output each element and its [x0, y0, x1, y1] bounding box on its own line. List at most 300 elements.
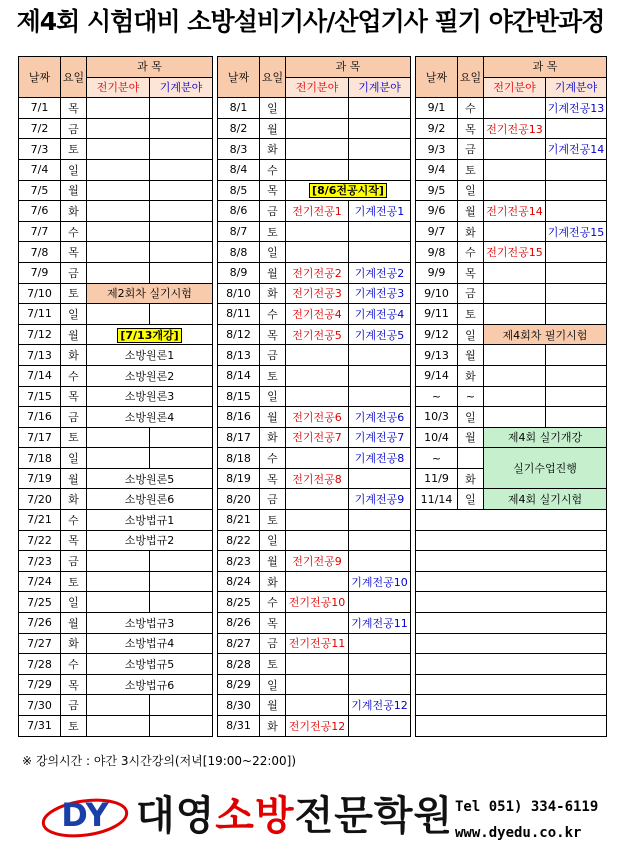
mech-subject-cell	[349, 633, 411, 654]
day-cell: 월	[61, 468, 87, 489]
date-cell: 7/25	[19, 592, 61, 613]
mech-subject-cell: 기계전공14	[546, 139, 607, 160]
subject-span-cell: 소방법규2	[87, 530, 213, 551]
table-row	[19, 489, 213, 510]
day-cell: 월	[260, 551, 286, 572]
elec-subject-cell: 전기전공3	[286, 283, 349, 304]
mech-subject-cell	[150, 262, 213, 283]
day-cell: 화	[458, 468, 484, 489]
table-row	[416, 221, 607, 242]
blank-row	[416, 674, 607, 695]
schedule-table-july	[18, 56, 213, 737]
table-row	[218, 427, 411, 448]
elec-subject-cell	[87, 262, 150, 283]
table-row	[218, 530, 411, 551]
elec-subject-cell	[87, 551, 150, 572]
date-cell: 9/1	[416, 98, 458, 119]
table-row	[416, 242, 607, 263]
table-row	[19, 324, 213, 345]
academy-name-part2: 소방	[215, 793, 295, 839]
elec-subject-cell: 전기전공13	[484, 118, 546, 139]
elec-subject-cell	[87, 695, 150, 716]
table-row	[19, 613, 213, 634]
day-cell: 수	[61, 221, 87, 242]
table-row	[218, 448, 411, 469]
date-cell: 9/7	[416, 221, 458, 242]
elec-subject-cell: 전기전공6	[286, 407, 349, 428]
blank-row	[416, 695, 607, 716]
day-cell: 목	[260, 180, 286, 201]
date-cell: 11/9	[416, 468, 458, 489]
blank-cell	[416, 654, 607, 675]
table-row	[416, 159, 607, 180]
elec-subject-cell	[87, 118, 150, 139]
mech-subject-cell: 기계전공3	[349, 283, 411, 304]
mech-subject-cell	[349, 365, 411, 386]
date-cell: 11/14	[416, 489, 458, 510]
day-cell: 목	[260, 324, 286, 345]
date-cell: 7/17	[19, 427, 61, 448]
elec-subject-cell	[87, 592, 150, 613]
table-row	[218, 304, 411, 325]
elec-subject-cell	[484, 365, 546, 386]
date-cell: 10/3	[416, 407, 458, 428]
academy-name-part3: 전문학원	[294, 793, 454, 839]
blank-cell	[416, 592, 607, 613]
elec-subject-cell: 전기전공8	[286, 468, 349, 489]
table-row	[19, 365, 213, 386]
day-cell: 목	[260, 468, 286, 489]
day-cell: 일	[458, 407, 484, 428]
elec-subject-cell	[87, 201, 150, 222]
day-cell: 화	[458, 221, 484, 242]
day-cell: 토	[458, 159, 484, 180]
day-cell: 금	[61, 551, 87, 572]
mech-subject-cell: 기계전공9	[349, 489, 411, 510]
elec-subject-cell: 전기전공2	[286, 262, 349, 283]
subject-span-cell: 실기수업진행	[484, 448, 607, 489]
day-cell: 토	[61, 427, 87, 448]
subject-span-cell	[286, 180, 411, 201]
blank-row	[416, 716, 607, 737]
table-row	[19, 221, 213, 242]
mech-subject-cell: 기계전공11	[349, 613, 411, 634]
table-row	[218, 468, 411, 489]
date-cell: 8/28	[218, 654, 260, 675]
day-cell: 화	[260, 716, 286, 737]
date-cell: 7/31	[19, 716, 61, 737]
date-cell: 9/8	[416, 242, 458, 263]
day-cell: 월	[260, 262, 286, 283]
date-cell: 8/9	[218, 262, 260, 283]
elec-subject-cell	[286, 530, 349, 551]
elec-subject-cell: 전기전공15	[484, 242, 546, 263]
day-cell: 월	[61, 324, 87, 345]
mech-subject-cell	[349, 221, 411, 242]
date-cell: 7/11	[19, 304, 61, 325]
mech-subject-cell: 기계전공2	[349, 262, 411, 283]
subject-span-cell: 제4회차 필기시험	[484, 324, 607, 345]
elec-subject-cell	[87, 159, 150, 180]
date-cell: 7/20	[19, 489, 61, 510]
highlight-label: [7/13개강]	[117, 328, 181, 343]
mech-subject-cell	[349, 242, 411, 263]
table-row	[218, 716, 411, 737]
date-cell: 8/7	[218, 221, 260, 242]
day-cell: 목	[61, 386, 87, 407]
table-row	[19, 510, 213, 531]
blank-row	[416, 633, 607, 654]
mech-subject-cell: 기계전공6	[349, 407, 411, 428]
date-cell: 8/18	[218, 448, 260, 469]
day-cell: 목	[61, 98, 87, 119]
elec-subject-cell	[484, 98, 546, 119]
table-row	[19, 118, 213, 139]
day-cell: 금	[260, 489, 286, 510]
day-cell: 수	[61, 654, 87, 675]
table-row	[218, 489, 411, 510]
day-cell: 수	[458, 242, 484, 263]
day-cell: 금	[458, 139, 484, 160]
elec-subject-cell: 전기전공9	[286, 551, 349, 572]
table-row	[416, 407, 607, 428]
elec-subject-cell	[87, 304, 150, 325]
date-cell: 8/10	[218, 283, 260, 304]
day-cell: 일	[260, 674, 286, 695]
header-subject: 과 목	[87, 57, 213, 78]
table-row	[19, 654, 213, 675]
date-cell: 7/4	[19, 159, 61, 180]
day-cell: 월	[458, 201, 484, 222]
subject-span-cell: 소방원론1	[87, 345, 213, 366]
date-cell: 9/6	[416, 201, 458, 222]
mech-subject-cell	[546, 242, 607, 263]
date-cell: 8/22	[218, 530, 260, 551]
table-row	[218, 695, 411, 716]
elec-subject-cell: 전기전공12	[286, 716, 349, 737]
subject-span-cell: 소방원론5	[87, 468, 213, 489]
day-cell	[458, 448, 484, 469]
contact-info	[455, 794, 598, 846]
table-row	[416, 180, 607, 201]
elec-subject-cell	[87, 716, 150, 737]
date-cell: 7/23	[19, 551, 61, 572]
table-row	[19, 180, 213, 201]
date-cell: 8/20	[218, 489, 260, 510]
table-row	[19, 530, 213, 551]
subject-span-cell: 소방원론2	[87, 365, 213, 386]
date-cell: 8/5	[218, 180, 260, 201]
elec-subject-cell	[484, 139, 546, 160]
table-row	[19, 262, 213, 283]
table-row	[416, 139, 607, 160]
mech-subject-cell	[349, 510, 411, 531]
table-row	[416, 201, 607, 222]
dy-logo	[40, 790, 130, 840]
table-row	[19, 98, 213, 119]
elec-subject-cell	[484, 221, 546, 242]
table-row	[19, 695, 213, 716]
day-cell: 화	[61, 633, 87, 654]
elec-subject-cell	[484, 345, 546, 366]
day-cell: 일	[260, 242, 286, 263]
elec-subject-cell	[286, 654, 349, 675]
elec-subject-cell	[286, 365, 349, 386]
date-cell: 7/27	[19, 633, 61, 654]
elec-subject-cell	[87, 180, 150, 201]
date-cell: 9/13	[416, 345, 458, 366]
subject-span-cell: 소방법규5	[87, 654, 213, 675]
date-cell: 8/19	[218, 468, 260, 489]
elec-subject-cell	[87, 139, 150, 160]
date-cell: 9/3	[416, 139, 458, 160]
mech-subject-cell	[150, 571, 213, 592]
header-mech: 기계분야	[546, 77, 607, 98]
elec-subject-cell	[286, 98, 349, 119]
date-cell: 8/2	[218, 118, 260, 139]
date-cell: 9/12	[416, 324, 458, 345]
table-row	[218, 386, 411, 407]
mech-subject-cell	[546, 407, 607, 428]
date-cell: 7/16	[19, 407, 61, 428]
table-row	[416, 262, 607, 283]
mech-subject-cell	[150, 118, 213, 139]
mech-subject-cell	[349, 551, 411, 572]
table-row	[218, 118, 411, 139]
day-cell: 화	[260, 427, 286, 448]
date-cell: 8/25	[218, 592, 260, 613]
date-cell: 7/15	[19, 386, 61, 407]
date-cell: 8/12	[218, 324, 260, 345]
mech-subject-cell	[150, 592, 213, 613]
day-cell: 수	[61, 510, 87, 531]
day-cell: 월	[61, 180, 87, 201]
date-cell: 7/29	[19, 674, 61, 695]
blank-cell	[416, 613, 607, 634]
day-cell: 수	[260, 592, 286, 613]
day-cell: 목	[458, 118, 484, 139]
elec-subject-cell	[286, 674, 349, 695]
date-cell: 8/23	[218, 551, 260, 572]
mech-subject-cell: 기계전공13	[546, 98, 607, 119]
day-cell: 일	[61, 304, 87, 325]
elec-subject-cell: 전기전공14	[484, 201, 546, 222]
header-subject: 과 목	[286, 57, 411, 78]
day-cell: 화	[458, 365, 484, 386]
day-cell: 목	[61, 242, 87, 263]
mech-subject-cell	[150, 551, 213, 572]
table-row	[218, 98, 411, 119]
mech-subject-cell: 기계전공8	[349, 448, 411, 469]
elec-subject-cell	[286, 448, 349, 469]
blank-row	[416, 613, 607, 634]
day-cell: 금	[458, 283, 484, 304]
mech-subject-cell	[546, 386, 607, 407]
day-cell: 수	[61, 365, 87, 386]
elec-subject-cell	[286, 386, 349, 407]
date-cell: 7/7	[19, 221, 61, 242]
table-row	[218, 139, 411, 160]
header-date: 날짜	[218, 57, 260, 98]
day-cell: 목	[260, 613, 286, 634]
header-elec: 전기분야	[87, 77, 150, 98]
elec-subject-cell	[286, 695, 349, 716]
day-cell: 토	[260, 365, 286, 386]
table-row	[218, 324, 411, 345]
page-title: 제4회 시험대비 소방설비기사/산업기사 필기 야간반과정	[16, 7, 605, 36]
day-cell: 토	[61, 571, 87, 592]
elec-subject-cell	[484, 386, 546, 407]
day-cell: 화	[260, 139, 286, 160]
mech-subject-cell	[349, 592, 411, 613]
day-cell: 토	[458, 304, 484, 325]
date-cell: 8/29	[218, 674, 260, 695]
date-cell: 7/8	[19, 242, 61, 263]
elec-subject-cell: 전기전공5	[286, 324, 349, 345]
day-cell: 일	[458, 489, 484, 510]
day-cell: 화	[61, 201, 87, 222]
date-cell: 7/12	[19, 324, 61, 345]
elec-subject-cell	[87, 98, 150, 119]
table-row	[218, 221, 411, 242]
schedule-body	[19, 98, 213, 736]
table-row	[19, 674, 213, 695]
day-cell: 월	[458, 345, 484, 366]
day-cell: 월	[260, 407, 286, 428]
day-cell: 일	[260, 98, 286, 119]
mech-subject-cell	[150, 448, 213, 469]
date-cell: 10/4	[416, 427, 458, 448]
date-cell: 9/14	[416, 365, 458, 386]
elec-subject-cell	[484, 304, 546, 325]
day-cell: 화	[61, 345, 87, 366]
date-cell: 7/28	[19, 654, 61, 675]
table-row	[19, 427, 213, 448]
mech-subject-cell: 기계전공4	[349, 304, 411, 325]
table-row	[19, 283, 213, 304]
blank-cell	[416, 530, 607, 551]
blank-row	[416, 571, 607, 592]
table-row	[218, 242, 411, 263]
table-row	[19, 345, 213, 366]
subject-span-cell: 소방원론3	[87, 386, 213, 407]
subject-span-cell: 제2회차 실기시험	[87, 283, 213, 304]
day-cell: 토	[61, 283, 87, 304]
date-cell: 7/9	[19, 262, 61, 283]
day-cell: 금	[61, 262, 87, 283]
day-cell: 금	[61, 695, 87, 716]
table-row	[218, 510, 411, 531]
day-cell: 일	[458, 324, 484, 345]
mech-subject-cell	[150, 695, 213, 716]
date-cell: 8/24	[218, 571, 260, 592]
schedule-body	[218, 98, 411, 736]
blank-row	[416, 510, 607, 531]
elec-subject-cell: 전기전공1	[286, 201, 349, 222]
date-cell: 7/5	[19, 180, 61, 201]
table-row	[218, 407, 411, 428]
mech-subject-cell	[150, 201, 213, 222]
day-cell: 일	[61, 159, 87, 180]
date-cell: 7/13	[19, 345, 61, 366]
subject-span-cell: 소방법규3	[87, 613, 213, 634]
day-cell: 수	[260, 448, 286, 469]
day-cell: 월	[458, 427, 484, 448]
mech-subject-cell	[150, 242, 213, 263]
blank-row	[416, 530, 607, 551]
date-cell: 8/14	[218, 365, 260, 386]
elec-subject-cell	[484, 159, 546, 180]
date-cell: 8/4	[218, 159, 260, 180]
table-row	[218, 283, 411, 304]
lecture-time-note: ※ 강의시간 : 야간 3시간강의(저녁[19:00~22:00])	[22, 754, 297, 768]
mech-subject-cell	[546, 118, 607, 139]
mech-subject-cell	[150, 139, 213, 160]
date-cell: 8/15	[218, 386, 260, 407]
date-cell: 7/22	[19, 530, 61, 551]
day-cell: 수	[260, 159, 286, 180]
table-row	[19, 592, 213, 613]
mech-subject-cell	[150, 98, 213, 119]
date-cell: 8/11	[218, 304, 260, 325]
blank-row	[416, 551, 607, 572]
mech-subject-cell	[349, 98, 411, 119]
date-cell: 7/10	[19, 283, 61, 304]
date-cell: 7/26	[19, 613, 61, 634]
day-cell: 월	[61, 613, 87, 634]
table-row	[19, 139, 213, 160]
subject-span-cell: 제4회 실기개강	[484, 427, 607, 448]
date-cell: ~	[416, 448, 458, 469]
blank-cell	[416, 716, 607, 737]
day-cell: 금	[260, 345, 286, 366]
table-row	[19, 551, 213, 572]
table-row	[416, 448, 607, 469]
date-cell: 8/3	[218, 139, 260, 160]
elec-subject-cell	[87, 571, 150, 592]
mech-subject-cell	[349, 654, 411, 675]
table-row	[416, 489, 607, 510]
elec-subject-cell: 전기전공11	[286, 633, 349, 654]
mech-subject-cell	[546, 201, 607, 222]
elec-subject-cell	[286, 139, 349, 160]
date-cell: 8/16	[218, 407, 260, 428]
day-cell: 목	[61, 530, 87, 551]
academy-name	[136, 790, 453, 842]
header-mech: 기계분야	[150, 77, 213, 98]
table-row	[19, 716, 213, 737]
table-row	[19, 304, 213, 325]
mech-subject-cell	[150, 221, 213, 242]
date-cell: 8/6	[218, 201, 260, 222]
mech-subject-cell	[349, 139, 411, 160]
mech-subject-cell	[150, 180, 213, 201]
mech-subject-cell	[150, 304, 213, 325]
elec-subject-cell	[87, 448, 150, 469]
table-row	[19, 407, 213, 428]
date-cell: 9/4	[416, 159, 458, 180]
date-cell: 8/27	[218, 633, 260, 654]
table-row	[416, 345, 607, 366]
date-cell: 9/5	[416, 180, 458, 201]
day-cell: 목	[458, 262, 484, 283]
day-cell: 금	[61, 407, 87, 428]
date-cell: 7/2	[19, 118, 61, 139]
table-row	[19, 386, 213, 407]
day-cell: 금	[260, 633, 286, 654]
subject-span-cell: 제4회 실기시험	[484, 489, 607, 510]
table-row	[416, 324, 607, 345]
